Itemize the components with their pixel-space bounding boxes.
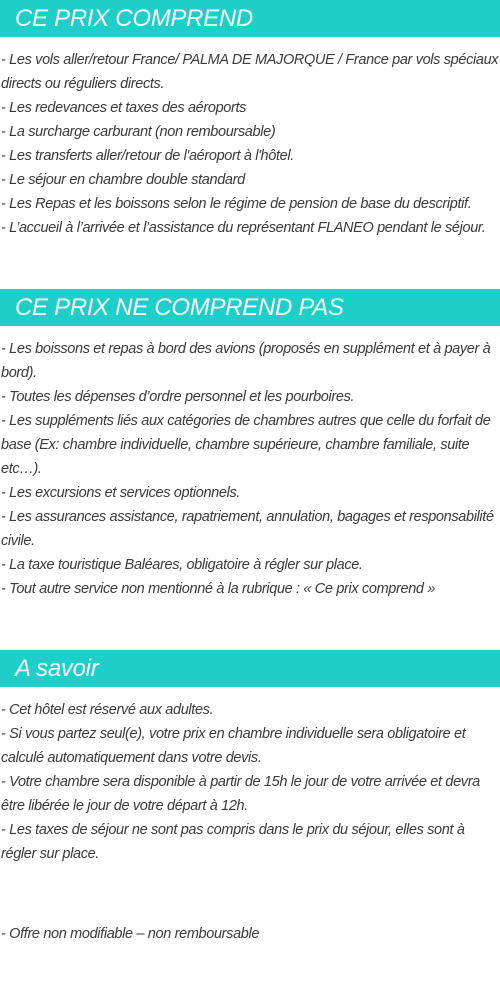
list-item: - Les vols aller/retour France/ PALMA DE MAJORQUE / France par vols spéciaux directs ou réguliers directs. xyxy=(1,52,499,92)
list-item: - La surcharge carburant (non remboursable) xyxy=(1,124,276,140)
list-item: - La taxe touristique Baléares, obligatoire à régler sur place. xyxy=(1,557,363,573)
list-item: - Cet hôtel est réservé aux adultes. xyxy=(1,702,214,718)
section-header-a-savoir: A savoir xyxy=(0,650,500,687)
section-header-ce-prix-comprend: CE PRIX COMPREND xyxy=(0,0,500,37)
list-item: - Les Repas et les boissons selon le régime de pension de base du descriptif. xyxy=(1,196,472,212)
list-item: - Les excursions et services optionnels. xyxy=(1,485,241,501)
list-item: - Les assurances assistance, rapatriement, annulation, bagages et responsabilité civile. xyxy=(1,509,494,549)
list-item: - Les redevances et taxes des aéroports xyxy=(1,100,247,116)
list-item: - Les boissons et repas à bord des avions (proposés en supplément et à payer à bord). xyxy=(1,341,491,381)
section-header-ce-prix-ne-comprend-pas: CE PRIX NE COMPREND PAS xyxy=(0,289,500,326)
section-list-ce-prix-ne-comprend-pas xyxy=(1,337,499,601)
offer-conditions-note xyxy=(1,922,499,946)
section-list-a-savoir xyxy=(1,698,499,866)
section-list-ce-prix-comprend xyxy=(1,48,499,240)
list-item: - Si vous partez seul(e), votre prix en chambre individuelle sera obligatoire et calculé automatiquement dans votre devis. xyxy=(1,726,466,766)
list-item: - Toutes les dépenses d’ordre personnel et les pourboires. xyxy=(1,389,355,405)
note-text: - Offre non modifiable – non remboursable xyxy=(1,926,260,942)
list-item: - Les suppléments liés aux catégories de chambres autres que celle du forfait de base (Ex: chambre individuelle, chambre supérieure, chambre familiale, suite etc…). xyxy=(1,413,491,477)
list-item: - Le séjour en chambre double standard xyxy=(1,172,245,188)
list-item: - L’accueil à l’arrivée et l’assistance du représentant FLANEO pendant le séjour. xyxy=(1,220,486,236)
list-item: - Votre chambre sera disponible à partir de 15h le jour de votre arrivée et devra être libérée le jour de votre départ à 12h. xyxy=(1,774,480,814)
list-item: - Tout autre service non mentionné à la rubrique : « Ce prix comprend » xyxy=(1,581,436,597)
list-item: - Les transferts aller/retour de l'aéroport à l'hôtel. xyxy=(1,148,294,164)
list-item: - Les taxes de séjour ne sont pas compris dans le prix du séjour, elles sont à régler sur place. xyxy=(1,822,465,862)
